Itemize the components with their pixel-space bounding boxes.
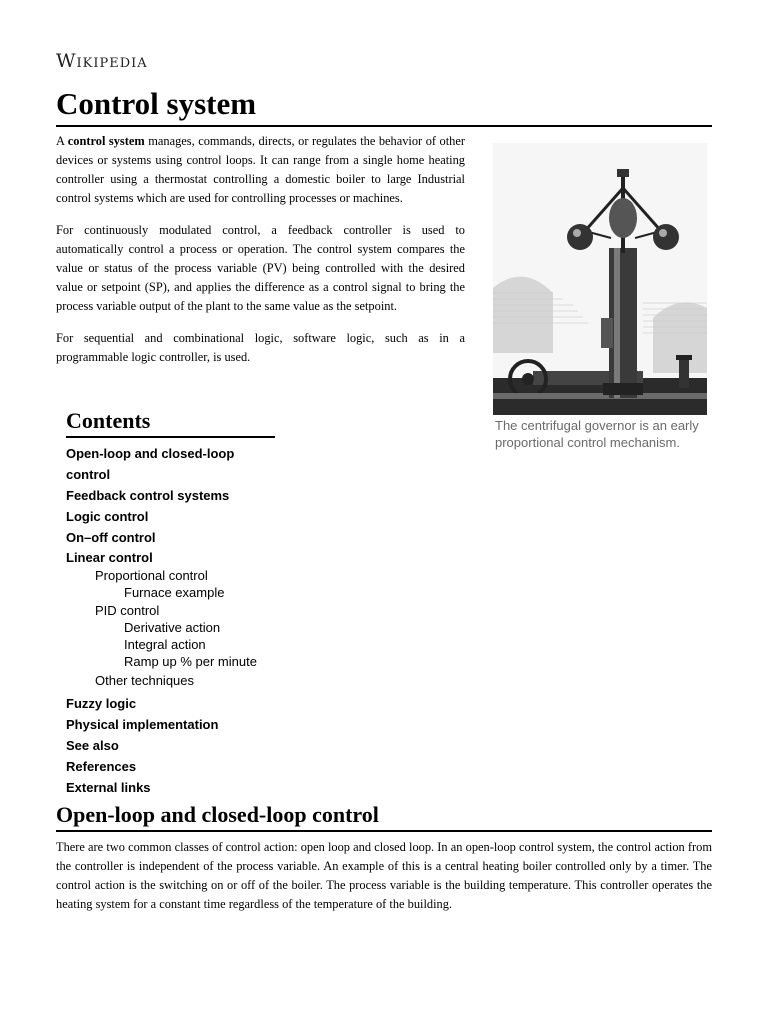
lead-paragraph-3: For sequential and combinational logic, software logic, such as in a programmable logic controller, is used. [56,331,465,364]
toc-item-external-links[interactable]: External links [66,780,151,795]
infobox-figure [493,143,707,451]
lead-prefix: A [56,134,68,148]
toc-item-furnace[interactable]: Furnace example [124,585,225,600]
section-heading: Open-loop and closed-loop control [56,800,712,832]
lead-paragraph-2: For continuously modulated control, a feedback controller is used to automatically control a process or operation. The control system compares the value or status of the process variable (PV) being controlled with the desired value or setpoint (SP), and applies the difference as a control signal to bring the process variable output of the plant to the same value as the setpoint. [56,223,465,313]
lead-section [56,132,465,380]
figure-caption: The centrifugal governor is an early proportional control mechanism. [495,418,699,450]
toc-item-integral[interactable]: Integral action [124,637,206,652]
toc-item-pid[interactable]: PID control [95,603,160,618]
toc-item-references[interactable]: References [66,759,137,774]
centrifugal-governor-image[interactable] [493,143,707,415]
toc-list [66,443,275,798]
toc-item-derivative[interactable]: Derivative action [124,620,221,635]
wikipedia-logo[interactable]: Wikipedia [56,50,148,72]
toc-item-logic-control[interactable]: Logic control [66,509,149,524]
toc-item-ramp[interactable]: Ramp up % per minute [124,654,257,669]
toc-item-open-loop[interactable]: Open-loop and closed-loop control [66,446,235,482]
section-paragraph: There are two common classes of control action: open loop and closed loop. In an open-loop control system, the control action from the controller is independent of the process variable. An example of this is a central heating boiler controlled only by a timer. The control action is the switching on or off of the boiler. The process variable is the building temperature. This controller operates the heating system for a constant time regardless of the temperature of the building. [56,840,712,911]
table-of-contents [66,406,275,798]
lead-term: control system [67,134,145,148]
toc-heading: Contents [66,406,275,438]
lead-paragraph-1 [56,132,465,208]
lead-text: manages, commands, directs, or regulates the behavior of other devices or systems using control loops. It can range from a single home heating controller using a thermostat controlling a domestic boiler to large Industrial control systems which are used for controlling processes or machines. [56,134,465,205]
toc-item-proportional[interactable]: Proportional control [95,568,208,583]
toc-item-other-techniques[interactable]: Other techniques [95,673,195,688]
toc-item-fuzzy-logic[interactable]: Fuzzy logic [66,696,137,711]
toc-item-linear-control[interactable]: Linear control [66,550,153,565]
toc-item-on-off[interactable]: On–off control [66,530,156,545]
toc-item-see-also[interactable]: See also [66,738,119,753]
toc-item-physical[interactable]: Physical implementation [66,717,219,732]
page-title: Control system [56,84,712,127]
toc-item-feedback[interactable]: Feedback control systems [66,488,230,503]
